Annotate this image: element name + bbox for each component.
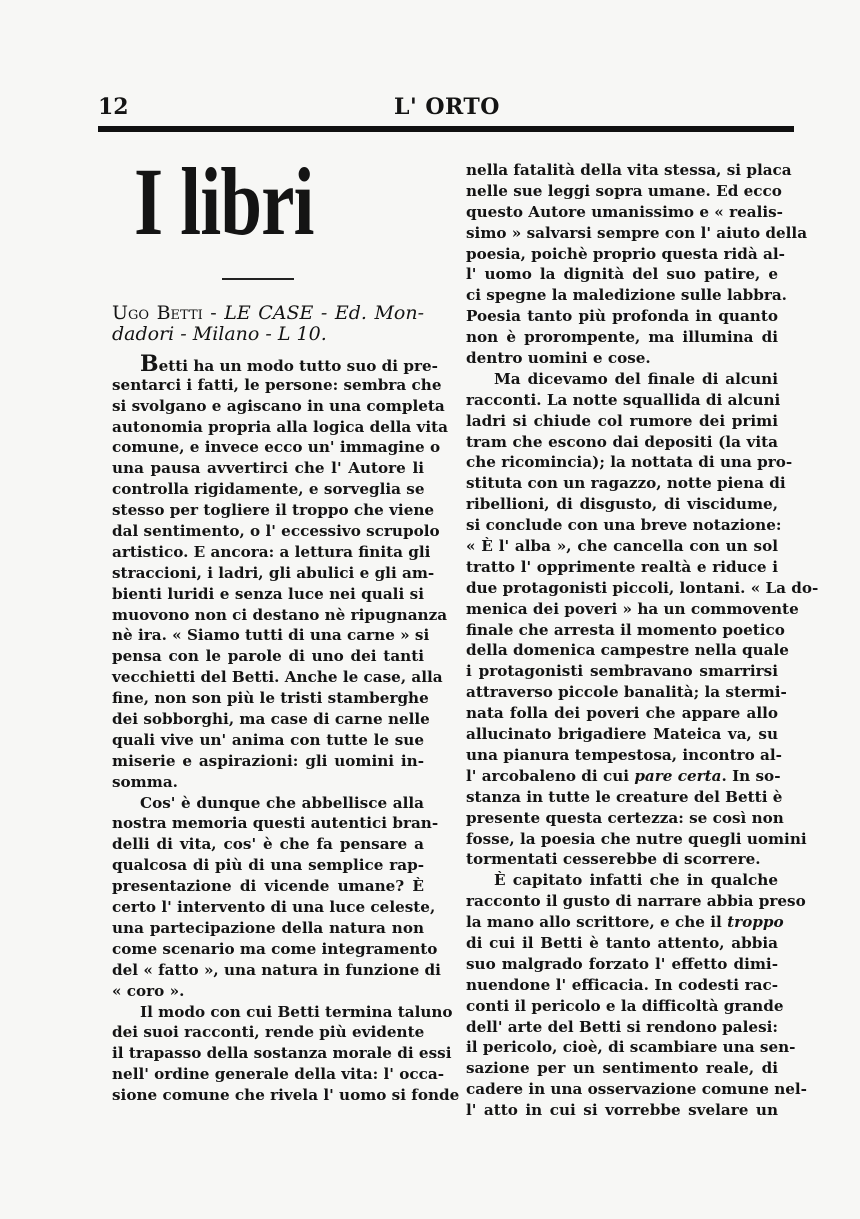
text-line [466,1017,778,1038]
line-text: nuendone l' efficacia. In codesti rac- [466,975,778,994]
line-text: Cos' è dunque che abbellisce alla [140,793,424,812]
book-author: Ugo Betti [112,302,203,324]
line-text: « coro ». [112,981,185,1000]
line-text: nostra memoria questi autentici bran- [112,814,439,833]
line-text: menica dei poveri » ha un commovente [466,599,799,618]
text-line [466,369,778,390]
text-line [112,855,424,876]
text-line [466,745,782,766]
text-line [112,1002,453,1023]
book-title-publisher: LE CASE - Ed. Mon- [224,302,424,324]
line-text: Poesia tanto più profonda in quanto [466,307,778,326]
header-rule [98,126,794,132]
line-text: delli di vita, cos' è che fa pensare a [112,835,424,854]
text-line [112,1085,460,1106]
text-line [112,939,438,960]
text-line [466,264,778,285]
text-line [466,411,778,432]
text-line [466,578,819,599]
text-line [466,808,784,829]
line-text: una pianura tempestosa, incontro al- [466,745,782,764]
line-text: miserie e aspirazioni: gli uomini in- [112,751,424,770]
drop-cap: B [140,350,159,377]
text-line [466,933,778,954]
text-line [112,458,424,479]
line-text: dei sobborghi, ma case di carne nelle [112,710,430,729]
text-line [112,584,424,605]
text-line [112,479,424,500]
line-text: vecchietti del Betti. Anche le case, alla [112,668,443,687]
line-text: muovono non ci destano nè ripugnanza [112,605,448,624]
line-text: È capitato infatti che in qualche [494,871,778,890]
text-line [466,536,778,557]
text-line [466,849,778,870]
text-line [112,709,430,730]
line-text: somma. [112,772,178,791]
line-text: straccioni, i ladri, gli abulici e gli am- [112,563,435,582]
line-text: certo l' intervento di una luce celeste, [112,898,436,917]
text-line [466,1079,807,1100]
text-line [466,348,778,369]
line-text: fosse, la poesia che nutre quegli uomini [466,829,807,848]
text-line [466,724,778,745]
text-line [466,557,778,578]
line-text: conti il pericolo e la difficoltà grande [466,996,784,1015]
text-line [466,327,778,348]
line-text: comune, e invece ecco un' immagine o [112,438,441,457]
line-text: racconto il gusto di narrare abbia preso [466,892,806,911]
line-text: presentazione di vicende umane? È [112,877,424,896]
line-text: Il modo con cui Betti termina taluno [140,1002,453,1021]
text-line [466,1100,778,1121]
text-line [466,181,782,202]
text-line [466,432,778,453]
text-line [466,891,806,912]
line-text: artistico. E ancora: a lettura finita gli [112,542,431,561]
text-line [466,954,778,975]
line-text: ladri si chiude col rumore dei primi [466,411,778,430]
text-line [466,620,785,641]
line-text: racconti. La notte squallida di alcuni [466,390,781,409]
book-publisher-price: dadori - Milano - L 10. [112,322,327,345]
text-line [112,688,429,709]
text-line [112,1022,424,1043]
line-text: stesso per togliere il troppo che viene [112,501,435,520]
line-text: allucinato brigadiere Mateica va, su [466,725,778,744]
left-body-text [112,350,460,1106]
text-line [466,223,808,244]
line-text: quali vive un' anima con tutte le sue [112,730,424,749]
page-header [98,94,794,124]
line-text: suo malgrado forzato l' effetto dimi- [466,954,778,973]
text-line [112,876,424,897]
line-text: nell' ordine generale della vita: l' occa- [112,1065,445,1084]
line-text: dell' arte del Betti si rendono palesi: [466,1017,778,1036]
line-text: l' arcobaleno di cui [466,766,635,785]
line-text: si svolgano e agiscano in una completa [112,396,445,415]
line-text: cadere in una osservazione comune nel- [466,1080,807,1099]
text-line [112,1064,445,1085]
line-text: tormentati cesserebbe di scorrere. [466,850,761,869]
line-text: il trapasso della sostanza morale di essi [112,1044,452,1063]
text-line [466,787,783,808]
line-text: del « fatto », una natura in funzione di [112,960,441,979]
text-line [112,834,424,855]
line-text: nata folla dei poveri che appare allo [466,704,778,723]
line-text: il pericolo, cioè, di scambiare una sen- [466,1038,796,1057]
line-text: attraverso piccole banalità; la stermi- [466,683,787,702]
text-line [466,640,789,661]
right-column [466,160,819,1121]
line-text: stanza in tutte le creature del Betti è [466,787,783,806]
text-line [112,500,435,521]
line-text: « È l' alba », che cancella con un sol [466,537,778,556]
line-text: bienti luridi e senza luce nei quali si [112,584,424,603]
text-line [112,813,439,834]
text-line [112,772,424,793]
line-text: controlla rigidamente, e sorveglia se [112,480,425,499]
running-title: L' ORTO [394,94,500,120]
text-line [466,1058,778,1079]
text-line [112,563,435,584]
text-line [466,390,781,411]
text-line [112,417,449,438]
line-text: fine, non son più le tristi stamberghe [112,689,429,708]
text-line [466,515,782,536]
text-line [466,452,793,473]
line-text: pensa con le parole di uno dei tanti [112,647,424,666]
line-text: la mano allo scrittore, e che il [466,913,728,932]
text-line [112,646,424,667]
line-text: sentarci i fatti, le persone: sembra che [112,375,442,394]
text-line [112,751,424,772]
text-line [466,912,784,933]
line-text: dei suoi racconti, rende più evidente [112,1023,425,1042]
line-text: tram che escono dai depositi (la vita [466,432,778,451]
separator: - [202,302,225,324]
text-line [112,918,424,939]
line-text: che ricomincia); la nottata di una pro- [466,453,793,472]
line-text: presente questa certezza: se così non [466,808,784,827]
line-text: dentro uomini e cose. [466,349,651,368]
line-text: qualcosa di più di una semplice rap- [112,856,424,875]
line-text: tratto l' opprimente realtà e riduce i [466,557,778,576]
text-line [466,996,784,1017]
text-line [466,703,778,724]
text-line [112,730,424,751]
text-line [466,870,778,891]
line-text: ci spegne la maledizione sulle labbra. [466,286,787,305]
line-text: . In so- [721,766,781,785]
text-line [112,960,441,981]
line-text: l' uomo la dignità del suo patire, e [466,265,778,284]
line-text: stituta con un ragazzo, notte piena di [466,474,786,493]
line-text: l' atto in cui si vorrebbe svelare un [466,1101,778,1120]
text-line [466,682,787,703]
text-line [466,494,778,515]
text-line [112,521,440,542]
text-line [112,981,424,1002]
text-line [466,975,778,996]
italic-text: pare certa [634,766,722,785]
text-line [112,350,438,377]
line-text: poesia, poichè proprio questa ridà al- [466,244,785,263]
line-text: finale che arresta il momento poetico [466,620,785,639]
line-text: ribellioni, di disgusto, di viscidume, [466,495,778,514]
line-text: questo Autore umanissimo e « realis- [466,202,783,221]
text-line [466,473,786,494]
line-text: sazione per un sentimento reale, di [466,1059,778,1078]
text-line [466,306,778,327]
line-text: una pausa avvertirci che l' Autore li [112,459,424,478]
text-line [112,437,441,458]
text-line [466,829,807,850]
page-number: 12 [98,94,129,120]
line-text: i protagonisti sembravano smarrirsi [466,662,778,681]
book-reference [112,300,424,348]
text-line [112,667,443,688]
line-text: della domenica campestre nella quale [466,641,789,660]
text-line [112,396,445,417]
text-line [466,285,787,306]
text-line [112,897,436,918]
text-line [466,160,792,181]
right-body-text [466,160,819,1121]
text-line [112,375,442,396]
text-line [112,605,448,626]
title-divider [222,278,294,280]
line-text: di cui il Betti è tanto attento, abbia [466,933,778,952]
line-text: Ma dicevamo del finale di alcuni [494,369,778,388]
italic-text: troppo [727,913,784,932]
line-text: sione comune che rivela l' uomo si fonde [112,1086,460,1105]
line-text: nelle sue leggi sopra umane. Ed ecco [466,181,782,200]
left-column [112,300,460,1106]
text-line [466,661,778,682]
text-line [466,1037,796,1058]
text-line [466,766,781,787]
text-line [466,244,785,265]
line-text: simo » salvarsi sempre con l' aiuto della [466,223,808,242]
text-line [466,599,799,620]
line-text: etti ha un modo tutto suo di pre- [158,356,438,375]
text-line [466,202,783,223]
line-text: nè ira. « Siamo tutti di una carne » si [112,626,430,645]
line-text: due protagonisti piccoli, lontani. « La do- [466,578,819,597]
text-line [112,625,430,646]
line-text: autonomia propria alla logica della vita [112,417,449,436]
line-text: si conclude con una breve notazione: [466,516,782,535]
line-text: dal sentimento, o l' eccessivo scrupolo [112,522,440,541]
line-text: non è prorompente, ma illumina di [466,328,778,347]
line-text: come scenario ma come integramento [112,939,438,958]
line-text: nella fatalità della vita stessa, si placa [466,161,792,179]
text-line [112,793,424,814]
text-line [112,1043,452,1064]
section-title: I libri [134,148,314,255]
text-line [112,542,431,563]
line-text: una partecipazione della natura non [112,918,424,937]
